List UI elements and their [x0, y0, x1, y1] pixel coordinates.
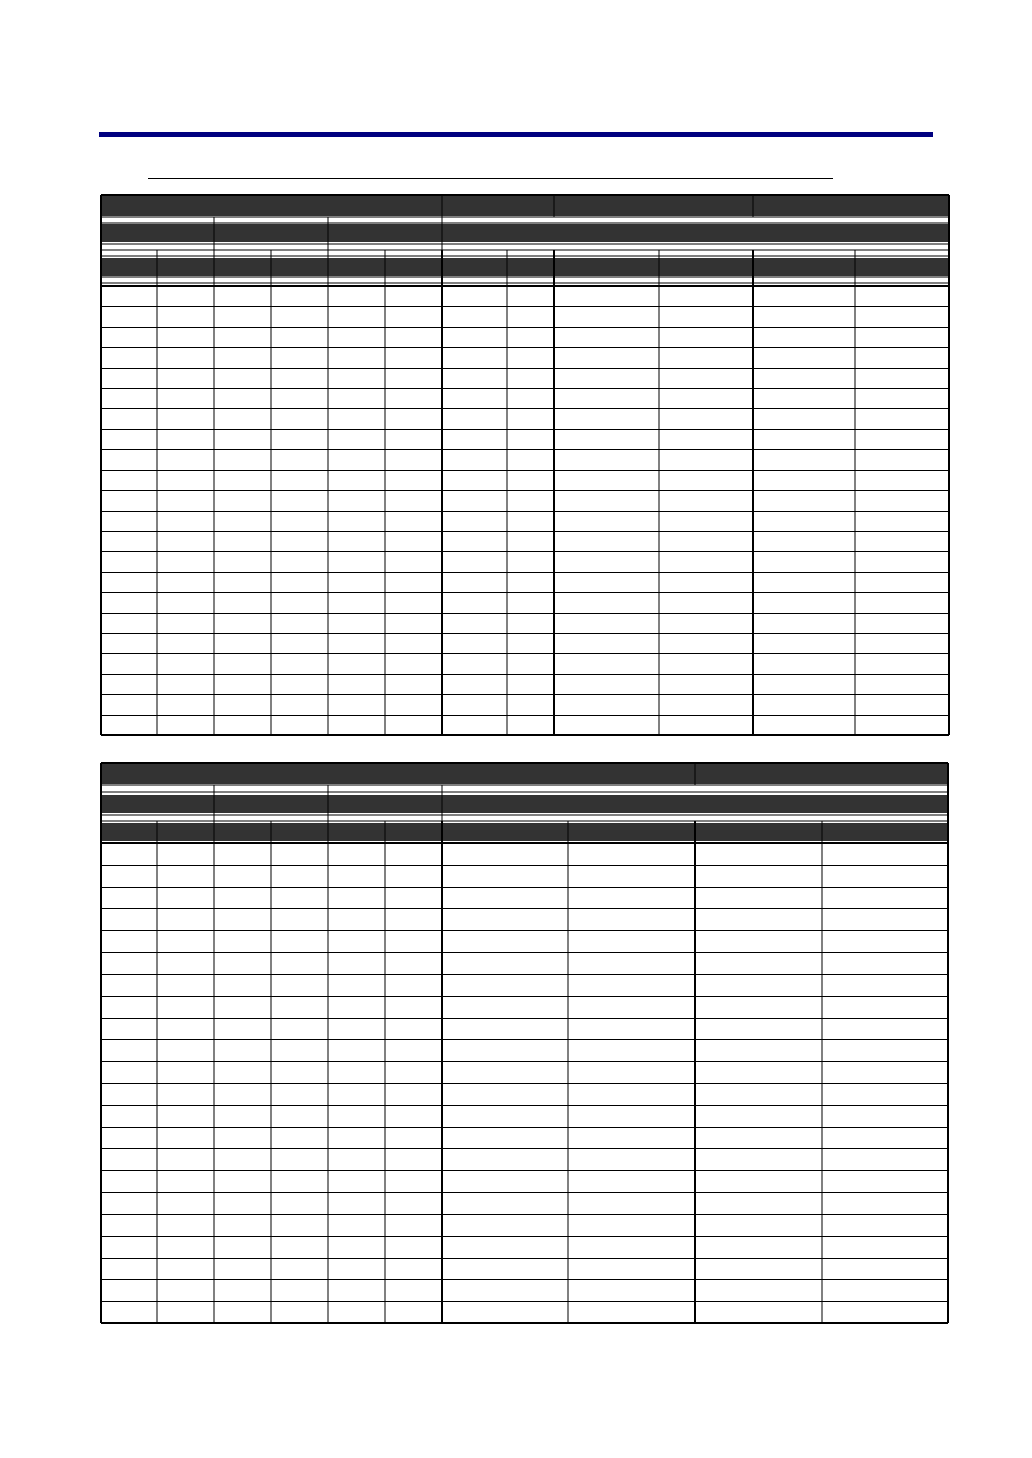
table-1-header-band-2 — [101, 224, 949, 242]
table-1-header-band-3 — [101, 258, 949, 276]
table-2-header-band-2 — [101, 795, 948, 813]
table-2-header-band-1 — [101, 764, 948, 784]
table-1-header-band-1 — [101, 196, 949, 216]
table-2-header-band-3 — [101, 823, 948, 841]
